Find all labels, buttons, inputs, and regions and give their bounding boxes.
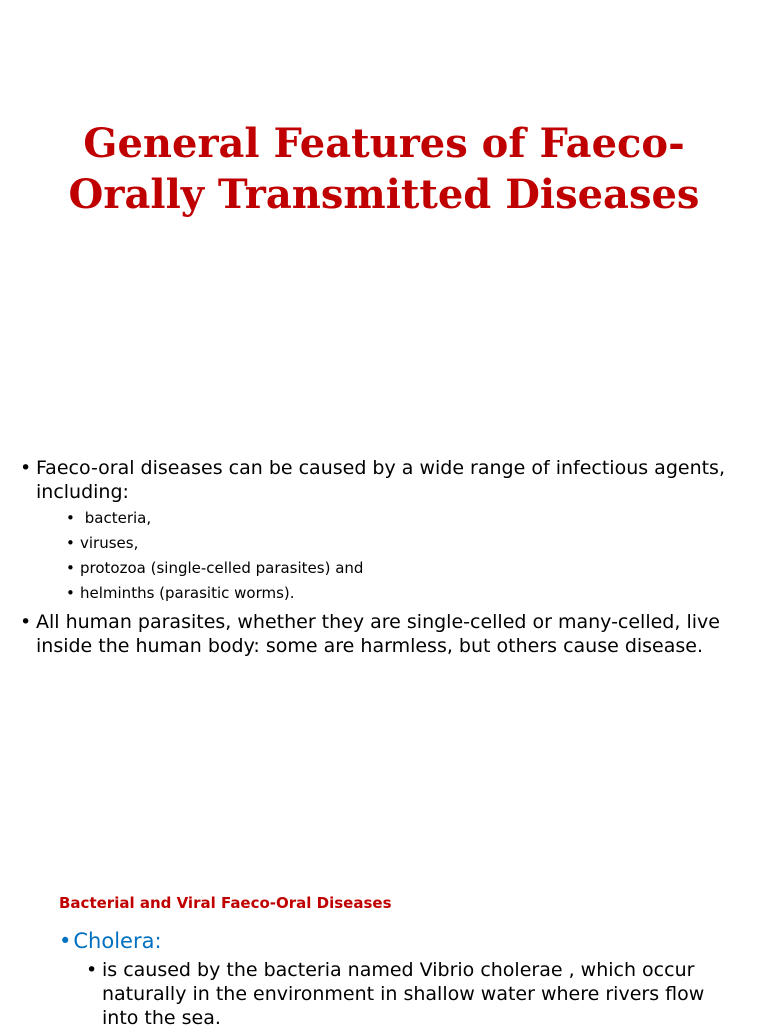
diseases-slide — [0, 820, 768, 1029]
bullet-icon: • — [20, 457, 32, 479]
bullet-list — [20, 456, 740, 658]
slide-title-line-2: Orally Transmitted Diseases — [68, 171, 700, 218]
bullet-item-agents — [20, 456, 740, 606]
bullet-item-parasites — [20, 610, 740, 658]
bullet-text: Faeco-oral diseases can be caused by a wide range of infectious agents, including: — [36, 457, 726, 503]
bullet-icon: • — [86, 959, 98, 981]
bullet-icon: • — [66, 559, 75, 577]
title-slide — [0, 0, 768, 400]
slide-title-line-1: General Features of Faeco- — [83, 120, 685, 167]
bullet-icon: • — [66, 584, 75, 602]
slide-title — [40, 118, 728, 220]
sub-bullet-text: viruses, — [80, 534, 139, 552]
cholera-description-text: is caused by the bacteria named Vibrio cholerae , which occur naturally in the environment in shallow water where rivers flow into the sea. — [102, 959, 705, 1029]
sub-bullet-text: bacteria, — [80, 509, 152, 527]
cholera-description — [86, 958, 732, 1030]
bullet-text: All human parasites, whether they are single-celled or many-celled, live inside the human body: some are harmless, but others cause disease. — [36, 611, 720, 657]
sub-bullet-text: protozoa (single-celled parasites) and — [80, 559, 364, 577]
cholera-label: Cholera: — [73, 929, 162, 953]
sub-bullet-item — [66, 581, 740, 606]
cholera-heading — [59, 928, 162, 954]
bullet-icon: • — [59, 929, 72, 953]
bullet-icon: • — [66, 534, 75, 552]
sub-bullet-text: helminths (parasitic worms). — [80, 584, 295, 602]
sub-bullet-item — [66, 506, 740, 531]
sub-bullet-item — [66, 556, 740, 581]
bullet-icon: • — [20, 611, 32, 633]
section-heading: Bacterial and Viral Faeco-Oral Diseases — [59, 894, 392, 912]
sub-bullet-item — [66, 531, 740, 556]
sub-bullet-list — [36, 506, 740, 606]
content-slide — [0, 400, 768, 820]
bullet-icon: • — [66, 509, 75, 527]
